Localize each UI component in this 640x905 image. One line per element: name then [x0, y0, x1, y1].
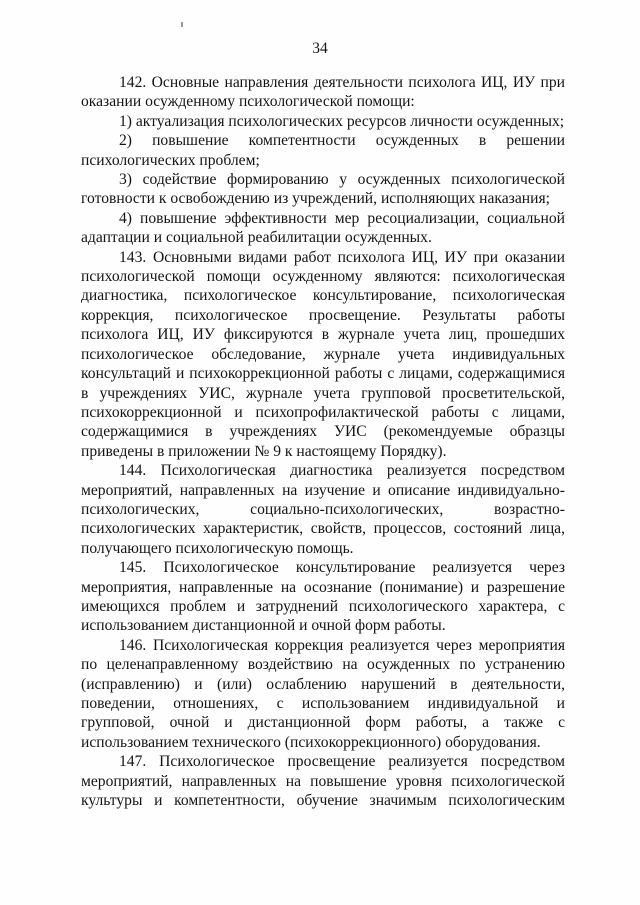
- list-item-142-4: 4) повышение эффективности мер ресоциализации, социальной адаптации и социальной реабилитации осужденных.: [81, 209, 565, 247]
- paragraph-145: 145. Психологическое консультирование реализуется через мероприятия, направленные на осознание (понимание) и разрешение имеющихся проблем и затруднений психологического характера, с использованием дистанционной и очной форм работы.: [81, 559, 565, 635]
- list-item-142-2: 2) повышение компетентности осужденных в решении психологических проблем;: [81, 132, 565, 169]
- paragraph-142: 142. Основные направления деятельности психолога ИЦ, ИУ при оказании осужденному психологической помощи:: [81, 74, 565, 111]
- scan-artifact-mark: [181, 22, 183, 27]
- paragraph-147: 147. Психологическое просвещение реализуется посредством мероприятий, направленных на повышение уровня психологической культуры и компетентности, обучение значимым психологическим: [81, 753, 565, 810]
- list-item-142-1: 1) актуализация психологических ресурсов личности осужденных;: [119, 112, 565, 130]
- paragraph-146: 146. Психологическая коррекция реализуется через мероприятия по целенаправленному воздействию на осужденных по устранению (исправлению) и (или) ослаблению нарушений в деятельности, поведении, отношениях, с использованием индивидуальной и групповой, очной и дистанционной форм работы, а также с использованием технического (психокоррекционного) оборудования.: [81, 636, 565, 751]
- page-body: [81, 73, 565, 810]
- page-number: 34: [312, 40, 328, 57]
- paragraph-143: 143. Основными видами работ психолога ИЦ, ИУ при оказании психологической помощи осужденному являются: психологическая диагностика, психологическое консультирование, психологическая коррекция, психологическое просвещение. Результаты работы психолога ИЦ, ИУ фиксируются в журнале учета лиц, прошедших психологическое обследование, журнале учета индивидуальных консультаций и психокоррекционной работы с лицами, содержащимися в учреждениях УИС, журнале учета групповой просветительской, психокоррекционной и психопрофилактической работы с лицами, содержащимися в учреждениях УИС (рекомендуемые образцы приведены в приложении № 9 к настоящему Порядку).: [81, 248, 565, 460]
- paragraph-144: 144. Психологическая диагностика реализуется посредством мероприятий, направленных на изучение и описание индивидуально-психологических, социально-психологических, возрастно-психологических характеристик, свойств, процессов, состояний лица, получающего психологическую помощь.: [81, 462, 565, 557]
- list-item-142-3: 3) содействие формированию у осужденных психологической готовности к освобождению из учреждений, исполняющих наказания;: [81, 171, 565, 208]
